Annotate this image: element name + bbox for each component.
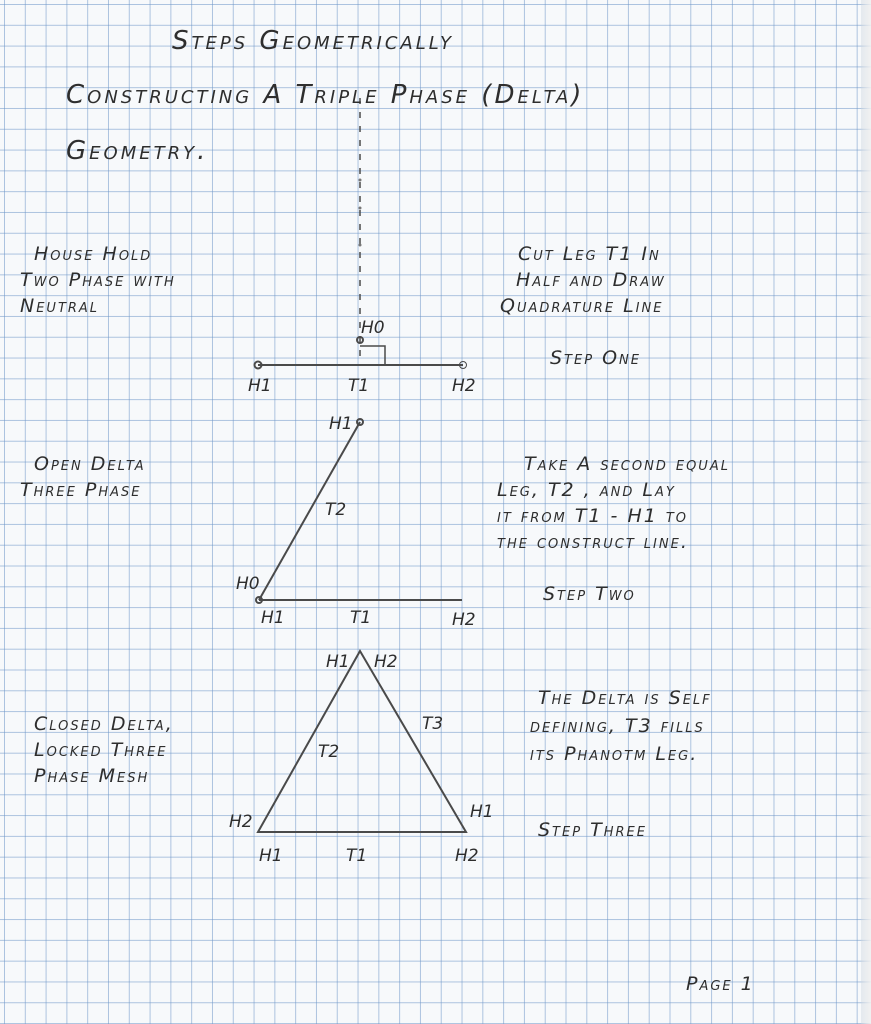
step1-note-line-2: Half and Draw bbox=[516, 269, 666, 291]
step1-t1-label: T1 bbox=[348, 376, 370, 396]
step3-t1-label: T1 bbox=[346, 846, 368, 866]
step3-note-line-1: The Delta is Self bbox=[538, 687, 712, 709]
step3-h2-label: H2 bbox=[455, 846, 479, 866]
step3-note-line-2: defining, T3 fills bbox=[530, 715, 705, 737]
step2-side-line-1: Open Delta bbox=[34, 453, 146, 475]
step2-h0-label: H0 bbox=[236, 574, 260, 594]
step1-h2-label: H2 bbox=[452, 376, 476, 396]
step3-h2-left-label: H2 bbox=[229, 812, 253, 832]
right-angle-marker bbox=[360, 346, 385, 365]
step3-note-line-3: its Phanotm Leg. bbox=[530, 743, 699, 765]
step2-h2-label: H2 bbox=[452, 610, 476, 630]
step2-note-line-1: Take A second equal bbox=[524, 453, 730, 475]
step3-side-line-1: Closed Delta, bbox=[34, 713, 174, 735]
step1-side-line-1: House Hold bbox=[34, 243, 153, 265]
step2-note-line-4: the construct line. bbox=[497, 531, 689, 553]
step2-t2-label: T2 bbox=[325, 500, 347, 520]
title-line-3: Geometry. bbox=[66, 136, 209, 166]
title-line-2: Constructing A Triple Phase (Delta) bbox=[66, 80, 585, 110]
step1-h1-label: H1 bbox=[248, 376, 272, 396]
step3-closed-delta bbox=[258, 651, 466, 832]
step3-t2-label: T2 bbox=[318, 742, 340, 762]
step1-step-label: Step One bbox=[550, 347, 641, 369]
step2-note-line-2: Leg, T2 , and Lay bbox=[497, 479, 676, 501]
step3-h1-right-label: H1 bbox=[470, 802, 494, 822]
step3-h2-apex-label: H2 bbox=[374, 652, 398, 672]
step2-side-line-2: Three Phase bbox=[20, 479, 142, 501]
step2-h1-top-label: H1 bbox=[329, 414, 353, 434]
title-line-1: Steps Geometrically bbox=[172, 26, 455, 56]
step2-note-line-3: it from T1 - H1 to bbox=[497, 505, 689, 527]
step1-note-line-3: Quadrature Line bbox=[500, 295, 664, 317]
step3-side-line-3: Phase Mesh bbox=[34, 765, 150, 787]
step1-side-line-2: Two Phase with bbox=[20, 269, 176, 291]
step1-side-line-3: Neutral bbox=[20, 295, 100, 317]
step1-note-line-1: Cut Leg T1 In bbox=[518, 243, 661, 265]
step3-t3-label: T3 bbox=[422, 714, 444, 734]
step3-h1-apex-label: H1 bbox=[326, 652, 350, 672]
step3-step-label: Step Three bbox=[538, 819, 647, 841]
page-number: Page 1 bbox=[686, 973, 755, 995]
step3-h1-label: H1 bbox=[259, 846, 283, 866]
step3-side-line-2: Locked Three bbox=[34, 739, 168, 761]
step2-step-label: Step Two bbox=[543, 583, 636, 605]
step2-t1-label: T1 bbox=[350, 608, 372, 628]
step1-h0-label: H0 bbox=[361, 318, 385, 338]
step2-h1-label: H1 bbox=[261, 608, 285, 628]
